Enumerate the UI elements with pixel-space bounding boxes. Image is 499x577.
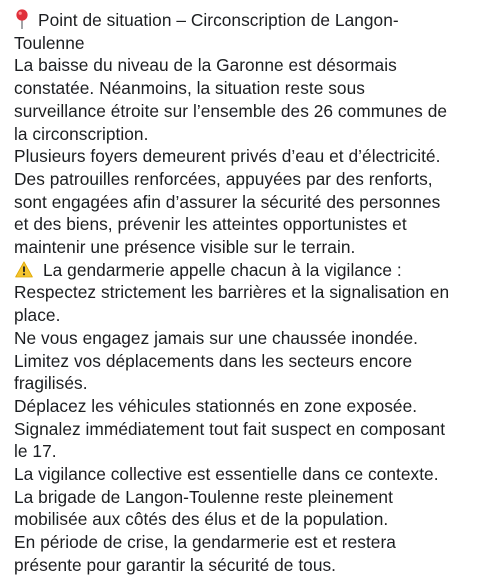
post-line: fragilisés.: [14, 373, 88, 394]
post-line: la circonscription.: [14, 123, 149, 144]
post-line-warning: [14, 259, 494, 282]
post-line: surveillance étroite sur l’ensemble des 26 communes de: [14, 100, 448, 121]
post-line: Des patrouilles renforcées, appuyées par des renforts,: [14, 168, 433, 189]
post-line: Ne vous engagez jamais sur une chaussée inondée.: [14, 327, 418, 348]
post-line: Déplacez les véhicules stationnés en zone exposée.: [14, 395, 418, 416]
post-line: Plusieurs foyers demeurent privés d’eau et d’électricité.: [14, 146, 441, 167]
post-body: [14, 9, 494, 577]
post-line: Signalez immédiatement tout fait suspect en composant: [14, 418, 446, 439]
post-line: La baisse du niveau de la Garonne est désormais: [14, 55, 397, 76]
post-line: et des biens, prévenir les atteintes opportunistes et: [14, 214, 407, 235]
post-line: Limitez vos déplacements dans les secteurs encore: [14, 350, 413, 371]
post-line: présente pour garantir la sécurité de tous.: [14, 554, 337, 575]
post-line: Toulenne: [14, 32, 85, 53]
post-title-text: Point de situation – Circonscription de Langon-: [38, 10, 399, 30]
post-line-title: [14, 9, 494, 32]
post-line: le 17.: [14, 441, 57, 462]
post-line: sont engagées afin d’assurer la sécurité des personnes: [14, 191, 441, 212]
warning-text: La gendarmerie appelle chacun à la vigilance :: [43, 259, 402, 280]
post-line: constatée. Néanmoins, la situation reste sous: [14, 78, 365, 99]
post-line: mobilisée aux côtés des élus et de la population.: [14, 509, 389, 530]
post-line: En période de crise, la gendarmerie est et restera: [14, 532, 396, 553]
post-line: maintenir une présence visible sur le terrain.: [14, 237, 356, 258]
round-pushpin-icon: [16, 9, 28, 29]
post-line: place.: [14, 305, 61, 326]
post-line: Respectez strictement les barrières et la signalisation en: [14, 282, 450, 303]
post-line: La vigilance collective est essentielle dans ce contexte.: [14, 464, 439, 485]
post-line: La brigade de Langon-Toulenne reste pleinement: [14, 486, 393, 507]
warning-icon: [15, 261, 33, 278]
